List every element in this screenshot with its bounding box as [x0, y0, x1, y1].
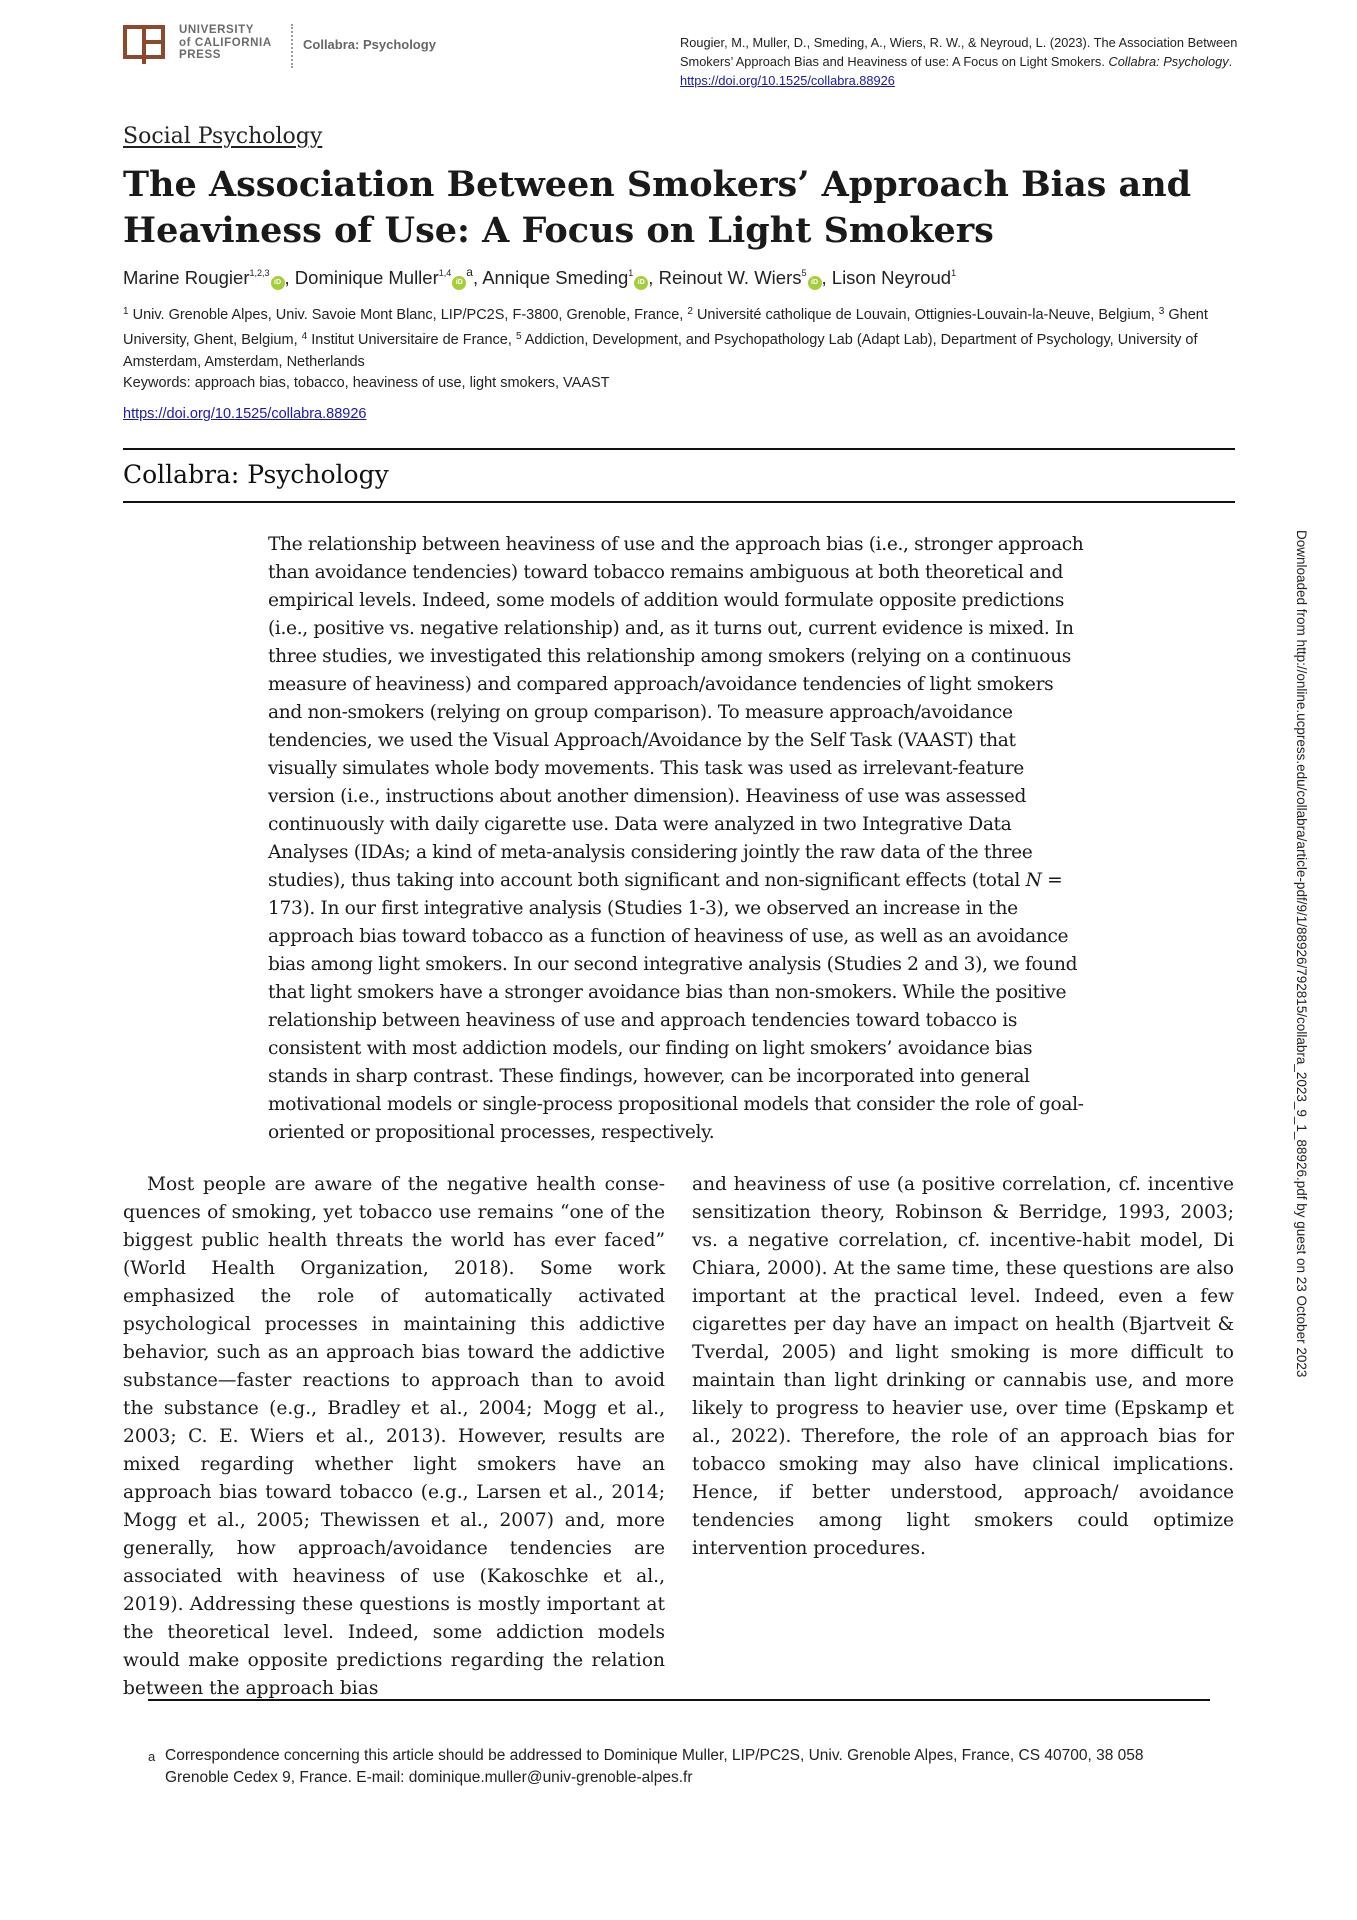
footnote-text: Correspondence concerning this article should be addressed to Dominique Muller, LIP/PC2S, Univ. Grenoble Alpes, France, CS 40700, 38 058 Grenoble Cedex 9, France. E-mail: dominique.muller@univ-grenoble-alpes.fr: [165, 1747, 1144, 1786]
author-affiliation-number: 1,2,3: [249, 268, 270, 278]
orcid-icon[interactable]: iD: [634, 276, 648, 290]
publisher-line-1: UNIVERSITY: [179, 24, 255, 36]
journal-name: Collabra: Psychology: [303, 37, 436, 52]
orcid-icon[interactable]: iD: [452, 276, 466, 290]
ucpress-logo-icon: [123, 24, 165, 66]
doi-link[interactable]: https://doi.org/10.1525/collabra.88926: [123, 406, 367, 422]
author-affiliation-number: 1: [951, 268, 957, 278]
keywords: Keywords: approach bias, tobacco, heaviness of use, light smokers, VAAST: [123, 375, 610, 391]
footnote-mark: a: [148, 1749, 156, 1764]
orcid-icon[interactable]: iD: [808, 276, 822, 290]
download-side-note: Downloaded from http://online.ucpress.edu/collabra/article-pdf/9/1/88926/792815/collabra_2023_9_1_88926.pdf by guest on 23 October 2023: [1294, 530, 1309, 1378]
affiliation-number: 5: [515, 331, 522, 342]
affiliation-text: Université catholique de Louvain, Ottignies-Louvain-la-Neuve, Belgium,: [692, 307, 1159, 323]
author-separator: ,: [648, 267, 659, 288]
journal-band: Collabra: Psychology: [123, 460, 389, 489]
citation-text: Rougier, M., Muller, D., Smeding, A., Wiers, R. W., & Neyroud, L. (2023). The Association Between Smokers’ Approach Bias and Heaviness of use: A Focus on Light Smokers.: [680, 35, 1238, 69]
abstract-n-symbol: N: [1025, 870, 1042, 891]
publisher-line-3: PRESS: [179, 49, 221, 61]
author-affiliation-number: 1,4: [438, 268, 452, 278]
affiliation-number: 4: [301, 331, 308, 342]
orcid-icon[interactable]: iD: [271, 276, 285, 290]
divider-bottom: [123, 501, 1235, 503]
author-name: Dominique Muller: [294, 267, 439, 288]
publisher-line-2: of CALIFORNIA: [179, 36, 272, 49]
affiliations: [123, 301, 1253, 373]
citation-journal: Collabra: Psychology: [1108, 54, 1229, 69]
author-name: Annique Smeding: [482, 267, 629, 288]
affiliation-text: Institut Universitaire de France,: [307, 332, 516, 348]
abstract-text-1: The relationship between heaviness of use and the approach bias (i.e., stronger approach than avoidance tendencies) toward tobacco remains ambiguous at both theoretical and empirical levels. Indeed, some models of addition would formulate opposite predictions (i.e., positive vs. negative relationship) and, as it turns out, current evidence is mixed. In three studies, we investigated this relationship among smokers (relying on a continuous measure of heaviness) and compared approach/avoidance tendencies of light smokers and non-smokers (relying on group comparison). To measure approach/avoidance tendencies, we used the Visual Approach/Avoidance by the Self Task (VAAST) that visually simulates whole body movements. This task was used as irrelevant-feature version (i.e., instructions about another dimension). Heaviness of use was assessed continuously with daily cigarette use. Data were analyzed in two Integrative Data Analyses (IDAs; a kind of meta-analysis considering jointly the raw data of the three studies), thus taking into account both significant and non-significant effects (total: [268, 534, 1084, 891]
body-paragraph-right: and heaviness of use (a positive correlation, cf. incentive sensitization theory, Robinson & Berridge, 1993, 2003; vs. a negative correlation, cf. incentive-habit model, Di Chiara, 2000). At the same time, these questions are also important at the practical level. Indeed, even a few cigarettes per day have an impact on health (Bjartveit & Tverdal, 2005) and light smoking is more difficult to maintain than light drinking or cannabis use, and more likely to progress to heavier use, over time (Epskamp et al., 2022). Therefore, the role of an approach bias for tobacco smoking may also have clinical implications. Hence, if better understood, approach/ avoidance tendencies among light smokers could optimize intervention procedures.: [692, 1174, 1234, 1559]
publisher-logo: [123, 24, 453, 70]
section-label[interactable]: Social Psychology: [123, 124, 323, 149]
citation-punct: .: [1228, 54, 1233, 69]
affiliation-number: 3: [1158, 306, 1165, 317]
author-affiliation-number: 1: [628, 268, 634, 278]
affiliation-text: Ghent University, Ghent, Belgium,: [123, 307, 1208, 348]
citation-doi-link[interactable]: https://doi.org/10.1525/collabra.88926: [680, 73, 895, 88]
body-paragraph-left: Most people are aware of the negative health consequences of smoking, yet tobacco use remains “one of the biggest public health threats the world has ever faced” (World Health Organization, 2018). Some work emphasized the role of automatically activated psychological processes in maintaining this addictive behavior, such as an approach bias toward the addictive substance—faster reactions to approach than to avoid the substance (e.g., Bradley et al., 2004; Mogg et al., 2003; C. E. Wiers et al., 2013). However, results are mixed regarding whether light smokers have an approach bias toward tobacco (e.g., Larsen et al., 2014; Mogg et al., 2005; Thewissen et al., 2007) and, more generally, how approach/avoidance tendencies are associated with heaviness of use (Kakoschke et al., 2019). Addressing these questions is mostly important at the theoretical level. Indeed, some addiction models would make opposite predictions regarding the relation between the approach bias: [123, 1174, 665, 1699]
footnote-divider: [148, 1699, 1210, 1701]
body-column-right: [692, 1171, 1234, 1563]
author-separator: ,: [821, 267, 832, 288]
author-name: Lison Neyroud: [831, 267, 952, 288]
body-column-left: [123, 1171, 665, 1703]
affiliation-text: Addiction, Development, and Psychopathology Lab (Adapt Lab), Department of Psychology, University of Amsterdam, Amsterdam, Netherlands: [123, 332, 1198, 370]
article-title: The Association Between Smokers’ Approach Bias and Heaviness of Use: A Focus on Light Smokers: [123, 164, 1192, 251]
author-separator: ,: [284, 267, 295, 288]
author-footnote-mark[interactable]: a: [466, 265, 473, 279]
affiliation-number: 1: [123, 306, 129, 317]
abstract: [268, 531, 1088, 1147]
author-affiliation-number: 5: [801, 268, 807, 278]
author-separator: ,: [472, 267, 483, 288]
author-list: [123, 265, 956, 290]
publisher-name: [179, 24, 272, 62]
affiliation-text: Univ. Grenoble Alpes, Univ. Savoie Mont Blanc, LIP/PC2S, F-3800, Grenoble, France,: [128, 307, 688, 323]
author-name: Marine Rougier: [123, 267, 250, 288]
abstract-text-2: = 173). In our first integrative analysis (Studies 1-3), we observed an increase in the approach bias toward tobacco as a function of heaviness of use, as well as an avoidance bias among light smokers. In our second integrative analysis (Studies 2 and 3), we found that light smokers have a stronger avoidance bias than non-smokers. While the positive relationship between heaviness of use and approach tendencies toward tobacco is consistent with most addiction models, our finding on light smokers’ avoidance bias stands in sharp contrast. These findings, however, can be incorporated into general motivational models or single-process propositional models that consider the role of goal-oriented or propositional processes, respectively.: [268, 870, 1084, 1143]
citation: [680, 33, 1240, 90]
author-name: Reinout W. Wiers: [658, 267, 802, 288]
logo-divider: [291, 24, 293, 68]
divider-top: [123, 448, 1235, 450]
affiliation-number: 2: [687, 306, 693, 317]
